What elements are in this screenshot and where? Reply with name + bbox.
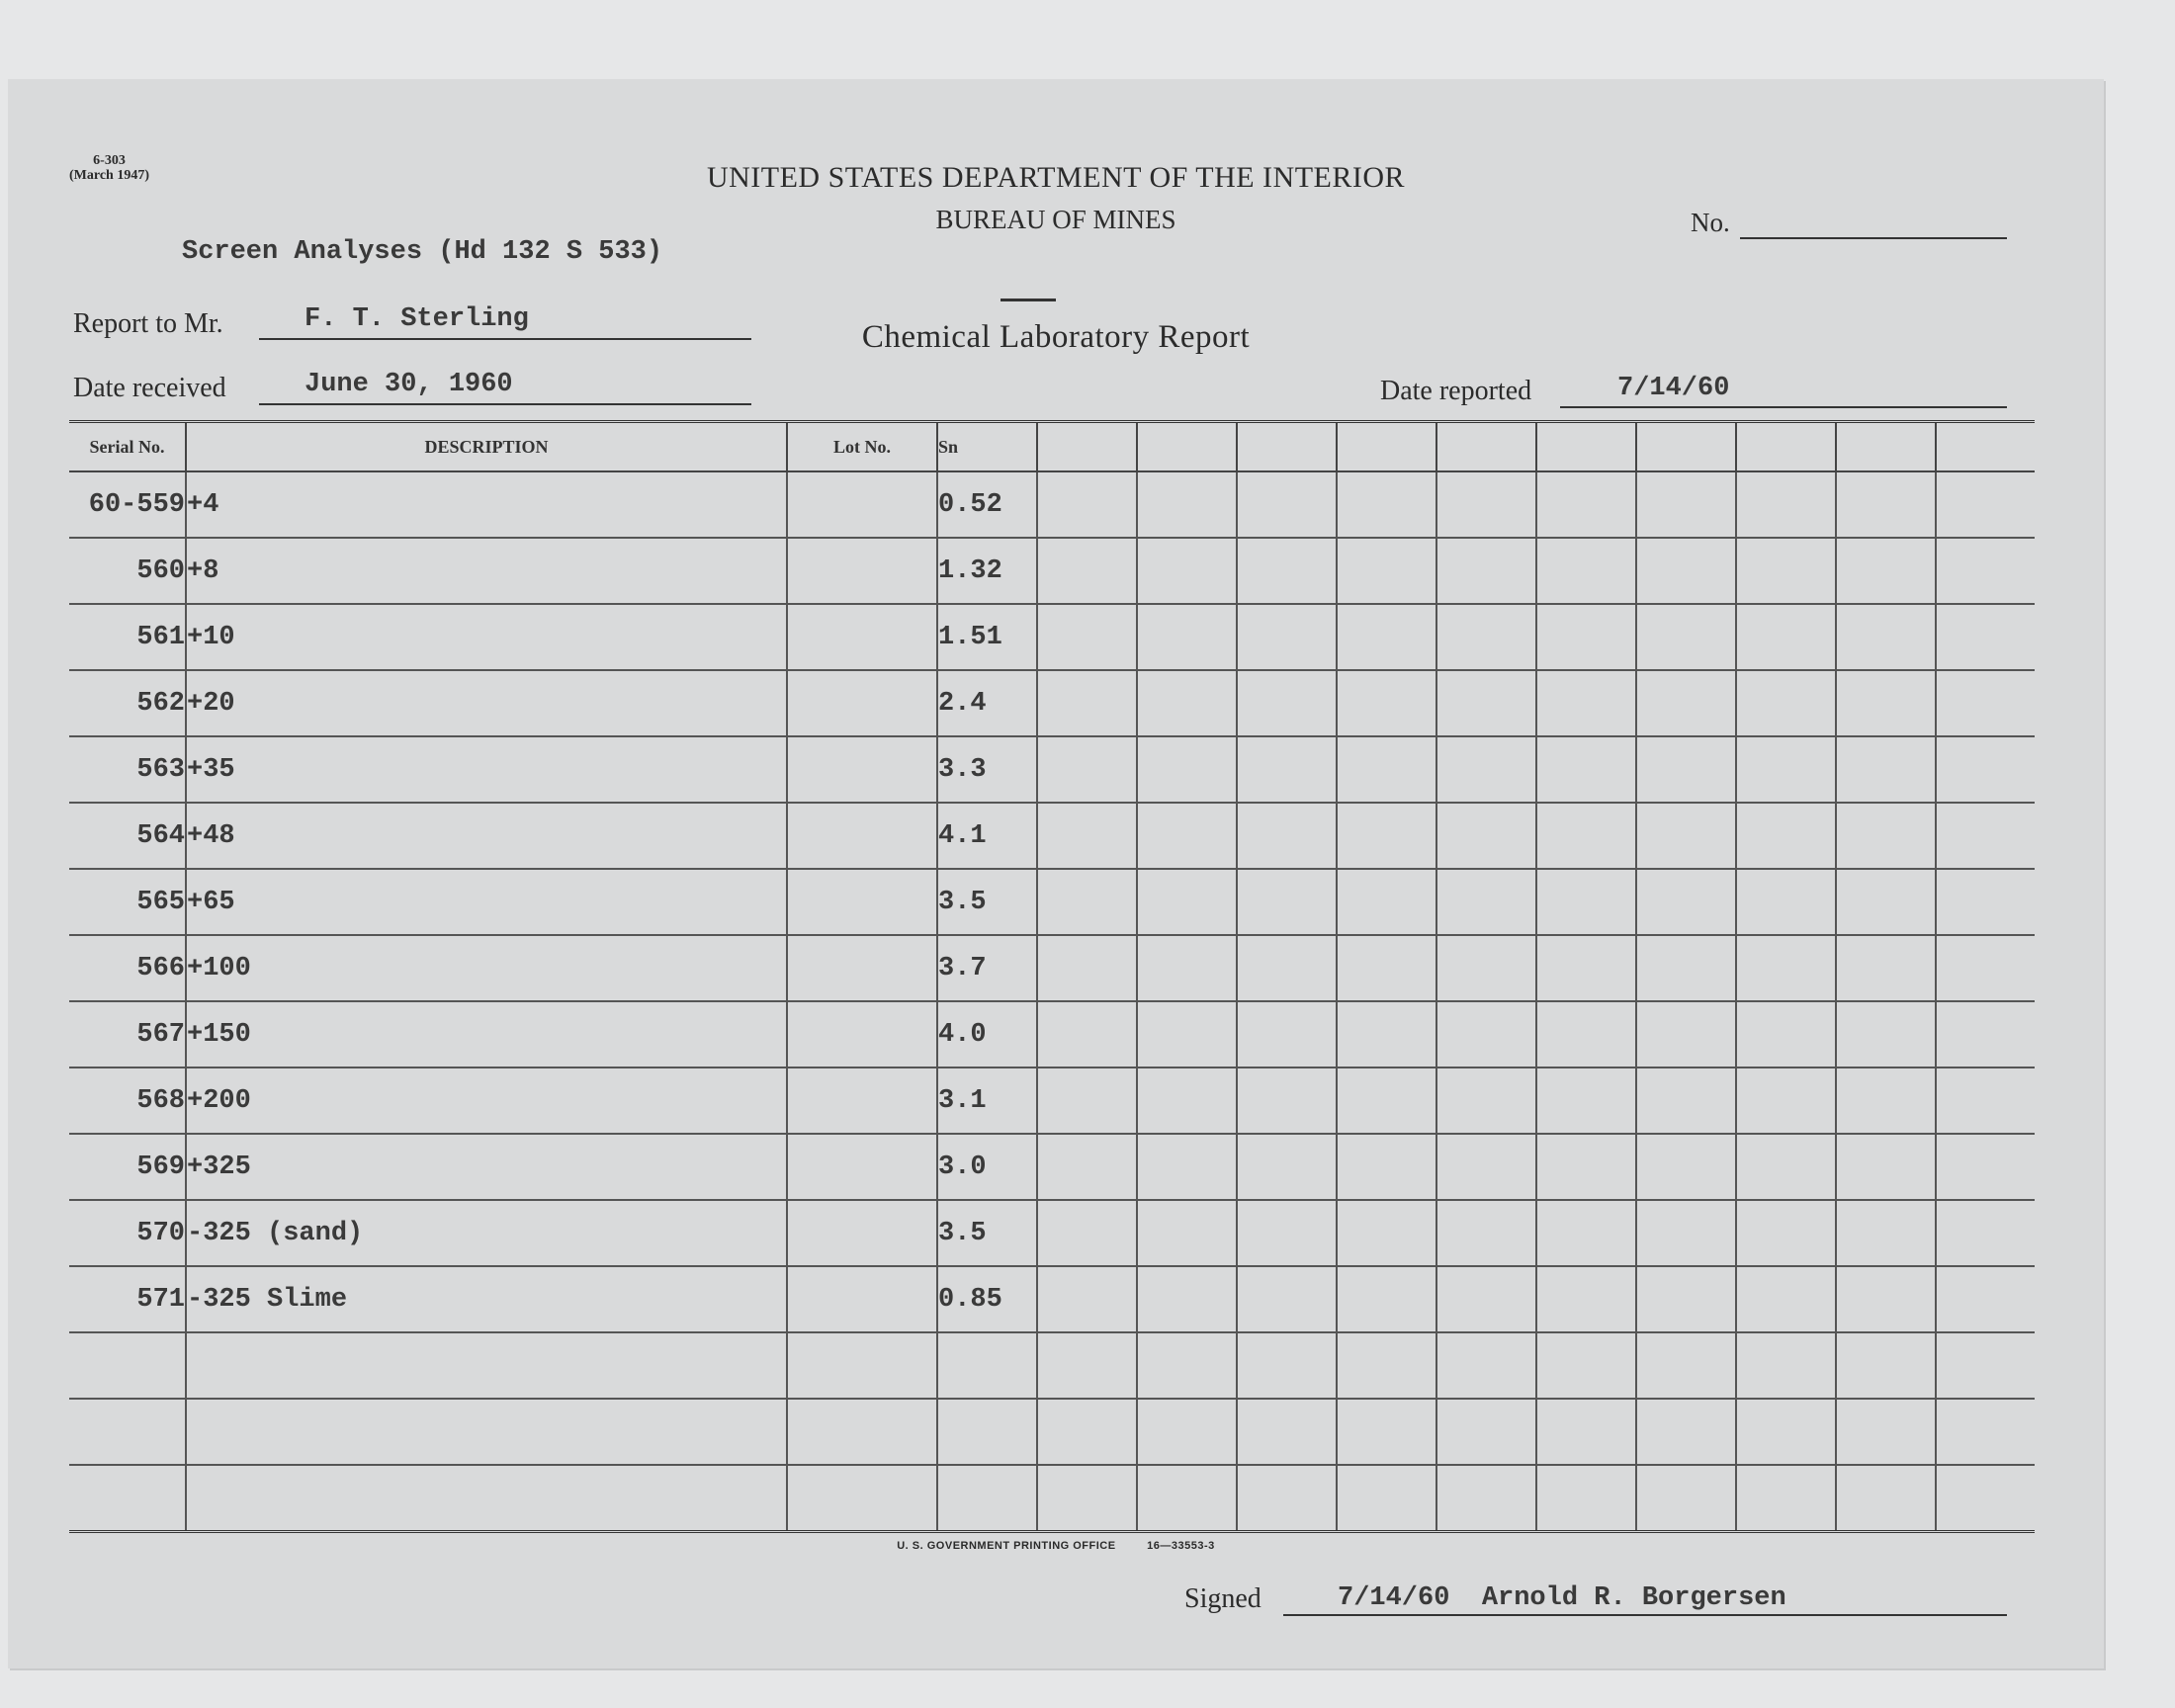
blank-cell — [1137, 1332, 1237, 1399]
report-sheet — [8, 79, 2104, 1668]
blank-cell — [1736, 1332, 1836, 1399]
blank-header — [1237, 422, 1337, 472]
blank-cell — [1337, 1399, 1436, 1465]
blank-cell — [1836, 1001, 1936, 1068]
blank-cell — [1636, 604, 1736, 670]
blank-cell — [1736, 1134, 1836, 1200]
blank-cell — [1436, 538, 1536, 604]
blank-cell — [1037, 538, 1137, 604]
table-row — [69, 604, 2035, 670]
description-cell: +8 — [186, 538, 787, 604]
blank-cell — [1736, 869, 1836, 935]
blank-cell — [1337, 538, 1436, 604]
blank-cell — [1836, 1266, 1936, 1332]
sn-cell: 0.85 — [937, 1266, 1037, 1332]
blank-cell — [1636, 1465, 1736, 1532]
table-row — [69, 670, 2035, 736]
lot-cell — [787, 604, 937, 670]
sn-cell: 3.0 — [937, 1134, 1037, 1200]
table-row — [69, 538, 2035, 604]
blank-header — [1137, 422, 1237, 472]
report-to-line — [259, 338, 751, 340]
blank-cell — [1836, 1399, 1936, 1465]
blank-cell — [1137, 1399, 1237, 1465]
blank-cell — [1436, 1399, 1536, 1465]
blank-cell — [1237, 471, 1337, 538]
sn-cell: 3.3 — [937, 736, 1037, 803]
blank-cell — [787, 1332, 937, 1399]
sn-header: Sn — [937, 422, 1037, 472]
blank-cell — [1436, 670, 1536, 736]
blank-cell — [1936, 1001, 2035, 1068]
blank-cell — [1436, 736, 1536, 803]
blank-cell — [1636, 803, 1736, 869]
sn-cell: 1.32 — [937, 538, 1037, 604]
blank-cell — [1736, 1001, 1836, 1068]
blank-cell — [1037, 1134, 1137, 1200]
blank-cell — [1037, 1332, 1137, 1399]
serial-cell: 60-559 — [69, 471, 186, 538]
blank-cell — [1137, 1465, 1237, 1532]
lot-cell — [787, 869, 937, 935]
blank-cell — [1436, 935, 1536, 1001]
results-body — [69, 471, 2035, 1532]
blank-cell — [1836, 803, 1936, 869]
blank-cell — [1736, 538, 1836, 604]
blank-cell — [1037, 935, 1137, 1001]
lot-cell — [787, 670, 937, 736]
blank-cell — [1337, 1001, 1436, 1068]
blank-cell — [1536, 1266, 1636, 1332]
blank-cell — [1836, 1068, 1936, 1134]
description-cell: -325 Slime — [186, 1266, 787, 1332]
description-cell: +48 — [186, 803, 787, 869]
blank-cell — [1936, 538, 2035, 604]
blank-cell — [1137, 670, 1237, 736]
blank-cell — [1936, 803, 2035, 869]
blank-cell — [1337, 1266, 1436, 1332]
blank-cell — [1836, 471, 1936, 538]
blank-cell — [1237, 604, 1337, 670]
description-cell: -325 (sand) — [186, 1200, 787, 1266]
blank-cell — [1436, 1266, 1536, 1332]
blank-cell — [1836, 538, 1936, 604]
report-number-label: No. — [1691, 208, 1730, 237]
blank-cell — [186, 1465, 787, 1532]
blank-cell — [1836, 1134, 1936, 1200]
blank-cell — [1636, 869, 1736, 935]
blank-cell — [1936, 1465, 2035, 1532]
lot-cell — [787, 1134, 937, 1200]
blank-header — [1037, 422, 1137, 472]
blank-cell — [1536, 935, 1636, 1001]
blank-cell — [937, 1399, 1037, 1465]
blank-cell — [1436, 1068, 1536, 1134]
lot-cell — [787, 803, 937, 869]
blank-cell — [1636, 538, 1736, 604]
blank-row — [69, 1399, 2035, 1465]
table-header-row — [69, 422, 2035, 472]
blank-cell — [1936, 670, 2035, 736]
table-row — [69, 1001, 2035, 1068]
blank-cell — [1337, 1332, 1436, 1399]
blank-header — [1936, 422, 2035, 472]
serial-cell: 562 — [69, 670, 186, 736]
blank-cell — [1436, 1465, 1536, 1532]
signed-label: Signed — [1184, 1583, 1262, 1614]
description-cell: +20 — [186, 670, 787, 736]
description-cell: +4 — [186, 471, 787, 538]
table-row — [69, 736, 2035, 803]
blank-cell — [1237, 670, 1337, 736]
blank-header — [1536, 422, 1636, 472]
report-to-label: Report to Mr. — [73, 308, 223, 339]
blank-cell — [1137, 604, 1237, 670]
blank-cell — [1936, 471, 2035, 538]
sn-cell: 3.5 — [937, 869, 1037, 935]
blank-cell — [1836, 1200, 1936, 1266]
serial-cell: 561 — [69, 604, 186, 670]
blank-cell — [1037, 1068, 1137, 1134]
serial-cell: 560 — [69, 538, 186, 604]
blank-cell — [1436, 1001, 1536, 1068]
blank-cell — [1337, 1465, 1436, 1532]
serial-cell: 567 — [69, 1001, 186, 1068]
sn-cell: 3.5 — [937, 1200, 1037, 1266]
blank-cell — [1936, 1399, 2035, 1465]
blank-cell — [1936, 604, 2035, 670]
blank-cell — [1337, 471, 1436, 538]
blank-cell — [1237, 935, 1337, 1001]
blank-cell — [1037, 1200, 1137, 1266]
date-reported-line — [1560, 406, 2007, 408]
blank-cell — [1836, 736, 1936, 803]
blank-cell — [1237, 538, 1337, 604]
printer-imprint — [8, 1540, 2104, 1552]
table-row — [69, 1134, 2035, 1200]
sn-cell: 3.7 — [937, 935, 1037, 1001]
form-number: 6-303 — [93, 153, 126, 168]
blank-cell — [1137, 736, 1237, 803]
blank-cell — [1237, 1134, 1337, 1200]
form-revision: (March 1947) — [69, 168, 149, 183]
blank-cell — [787, 1399, 937, 1465]
blank-cell — [1337, 736, 1436, 803]
blank-cell — [1636, 736, 1736, 803]
lot-cell — [787, 1001, 937, 1068]
serial-cell: 569 — [69, 1134, 186, 1200]
blank-cell — [1337, 670, 1436, 736]
serial-cell: 566 — [69, 935, 186, 1001]
blank-cell — [1536, 538, 1636, 604]
blank-cell — [1536, 803, 1636, 869]
blank-cell — [1936, 869, 2035, 935]
blank-cell — [1936, 736, 2035, 803]
blank-cell — [1736, 803, 1836, 869]
blank-cell — [1137, 538, 1237, 604]
blank-cell — [1337, 1068, 1436, 1134]
description-cell: +150 — [186, 1001, 787, 1068]
blank-header — [1337, 422, 1436, 472]
lot-cell — [787, 736, 937, 803]
blank-cell — [1337, 1200, 1436, 1266]
blank-cell — [1736, 471, 1836, 538]
sn-cell: 4.1 — [937, 803, 1037, 869]
lot-cell — [787, 1068, 937, 1134]
sn-cell: 4.0 — [937, 1001, 1037, 1068]
blank-cell — [1137, 1200, 1237, 1266]
date-reported-label: Date reported — [1380, 376, 1532, 406]
serial-cell: 565 — [69, 869, 186, 935]
description-cell: +65 — [186, 869, 787, 935]
blank-cell — [1536, 1200, 1636, 1266]
blank-cell — [1237, 1332, 1337, 1399]
blank-cell — [1037, 670, 1137, 736]
blank-cell — [1836, 869, 1936, 935]
blank-cell — [1836, 1332, 1936, 1399]
blank-cell — [1636, 670, 1736, 736]
signed-line — [1283, 1614, 2007, 1616]
date-received-label: Date received — [73, 373, 226, 403]
blank-cell — [186, 1399, 787, 1465]
blank-header — [1736, 422, 1836, 472]
table-row — [69, 1266, 2035, 1332]
table-row — [69, 935, 2035, 1001]
blank-cell — [1836, 604, 1936, 670]
blank-cell — [1836, 1465, 1936, 1532]
blank-cell — [1936, 1068, 2035, 1134]
blank-cell — [1536, 1332, 1636, 1399]
blank-header — [1836, 422, 1936, 472]
report-title: Chemical Laboratory Report — [861, 319, 1251, 355]
blank-cell — [1037, 803, 1137, 869]
blank-cell — [1237, 1200, 1337, 1266]
blank-cell — [1137, 869, 1237, 935]
blank-cell — [1037, 869, 1137, 935]
blank-cell — [1237, 736, 1337, 803]
description-cell: +100 — [186, 935, 787, 1001]
blank-cell — [1037, 1266, 1137, 1332]
blank-cell — [1636, 1068, 1736, 1134]
blank-cell — [1337, 604, 1436, 670]
blank-cell — [1736, 736, 1836, 803]
blank-row — [69, 1465, 2035, 1532]
blank-cell — [1536, 1465, 1636, 1532]
report-to-value: F. T. Sterling — [304, 304, 529, 334]
blank-cell — [186, 1332, 787, 1399]
blank-cell — [69, 1332, 186, 1399]
lot-cell — [787, 935, 937, 1001]
description-cell: +200 — [186, 1068, 787, 1134]
sn-cell: 1.51 — [937, 604, 1037, 670]
blank-cell — [1137, 1001, 1237, 1068]
blank-cell — [1436, 869, 1536, 935]
blank-row — [69, 1332, 2035, 1399]
date-received-value: June 30, 1960 — [304, 370, 513, 399]
blank-cell — [1636, 1399, 1736, 1465]
blank-cell — [1636, 935, 1736, 1001]
sn-cell: 0.52 — [937, 471, 1037, 538]
blank-cell — [1436, 471, 1536, 538]
blank-cell — [937, 1332, 1037, 1399]
blank-cell — [1636, 1200, 1736, 1266]
serial-cell: 568 — [69, 1068, 186, 1134]
blank-cell — [1436, 803, 1536, 869]
table-row — [69, 1200, 2035, 1266]
blank-cell — [1736, 935, 1836, 1001]
blank-cell — [1736, 1266, 1836, 1332]
serial-cell: 563 — [69, 736, 186, 803]
sn-cell: 3.1 — [937, 1068, 1037, 1134]
blank-cell — [1237, 1068, 1337, 1134]
blank-cell — [1037, 1399, 1137, 1465]
results-table-wrap — [69, 420, 2007, 1606]
blank-cell — [1536, 604, 1636, 670]
blank-cell — [1636, 1332, 1736, 1399]
serial-cell: 571 — [69, 1266, 186, 1332]
blank-cell — [1836, 935, 1936, 1001]
blank-cell — [1936, 1332, 2035, 1399]
blank-cell — [1436, 1134, 1536, 1200]
blank-cell — [1736, 1200, 1836, 1266]
table-row — [69, 869, 2035, 935]
blank-cell — [1536, 1001, 1636, 1068]
blank-cell — [1337, 869, 1436, 935]
date-reported-value: 7/14/60 — [1617, 374, 1730, 403]
table-row — [69, 471, 2035, 538]
blank-cell — [1636, 1001, 1736, 1068]
blank-cell — [1636, 1266, 1736, 1332]
signature-value: 7/14/60 Arnold R. Borgersen — [1338, 1583, 1786, 1613]
description-cell: +35 — [186, 736, 787, 803]
blank-cell — [1536, 1068, 1636, 1134]
printer-code: 16—33553-3 — [1147, 1540, 1215, 1552]
blank-cell — [787, 1465, 937, 1532]
blank-cell — [1137, 803, 1237, 869]
blank-cell — [1736, 670, 1836, 736]
blank-cell — [1736, 1465, 1836, 1532]
title-divider — [1000, 299, 1056, 301]
serial-header: Serial No. — [69, 422, 186, 472]
blank-cell — [1137, 1134, 1237, 1200]
blank-cell — [1237, 803, 1337, 869]
table-row — [69, 803, 2035, 869]
blank-cell — [1037, 1465, 1137, 1532]
description-header: DESCRIPTION — [186, 422, 787, 472]
printer-name: U. S. GOVERNMENT PRINTING OFFICE — [897, 1540, 1116, 1552]
blank-cell — [1736, 604, 1836, 670]
blank-cell — [1137, 1068, 1237, 1134]
serial-cell: 570 — [69, 1200, 186, 1266]
blank-cell — [1736, 1068, 1836, 1134]
blank-cell — [1536, 670, 1636, 736]
blank-cell — [1536, 736, 1636, 803]
results-table — [69, 420, 2035, 1533]
serial-cell: 564 — [69, 803, 186, 869]
blank-cell — [1137, 935, 1237, 1001]
blank-cell — [1237, 869, 1337, 935]
blank-cell — [1636, 1134, 1736, 1200]
blank-cell — [1337, 803, 1436, 869]
blank-cell — [1836, 670, 1936, 736]
lot-cell — [787, 471, 937, 538]
blank-cell — [1137, 471, 1237, 538]
table-row — [69, 1068, 2035, 1134]
blank-cell — [1536, 1399, 1636, 1465]
blank-cell — [1436, 1200, 1536, 1266]
blank-cell — [1237, 1001, 1337, 1068]
blank-cell — [1636, 471, 1736, 538]
blank-cell — [1436, 604, 1536, 670]
date-received-line — [259, 403, 751, 405]
blank-cell — [1536, 869, 1636, 935]
blank-cell — [1137, 1266, 1237, 1332]
blank-cell — [1037, 471, 1137, 538]
blank-cell — [1337, 1134, 1436, 1200]
blank-cell — [1936, 1200, 2035, 1266]
report-subject: Screen Analyses (Hd 132 S 533) — [182, 237, 663, 267]
blank-cell — [69, 1465, 186, 1532]
blank-cell — [1536, 1134, 1636, 1200]
blank-cell — [69, 1399, 186, 1465]
blank-header — [1636, 422, 1736, 472]
blank-cell — [1536, 471, 1636, 538]
blank-cell — [1936, 935, 2035, 1001]
blank-cell — [1237, 1465, 1337, 1532]
description-cell: +325 — [186, 1134, 787, 1200]
blank-cell — [1736, 1399, 1836, 1465]
blank-cell — [1237, 1266, 1337, 1332]
blank-header — [1436, 422, 1536, 472]
blank-cell — [1436, 1332, 1536, 1399]
lot-cell — [787, 538, 937, 604]
blank-cell — [937, 1465, 1037, 1532]
blank-cell — [1037, 1001, 1137, 1068]
lot-cell — [787, 1266, 937, 1332]
blank-cell — [1936, 1266, 2035, 1332]
blank-cell — [1936, 1134, 2035, 1200]
blank-cell — [1337, 935, 1436, 1001]
blank-cell — [1037, 604, 1137, 670]
lot-cell — [787, 1200, 937, 1266]
blank-cell — [1237, 1399, 1337, 1465]
sn-cell: 2.4 — [937, 670, 1037, 736]
bureau-title: BUREAU OF MINES — [935, 205, 1176, 234]
blank-cell — [1037, 736, 1137, 803]
report-number-field — [1740, 237, 2007, 239]
description-cell: +10 — [186, 604, 787, 670]
lot-header: Lot No. — [787, 422, 937, 472]
department-title: UNITED STATES DEPARTMENT OF THE INTERIOR — [706, 161, 1406, 194]
